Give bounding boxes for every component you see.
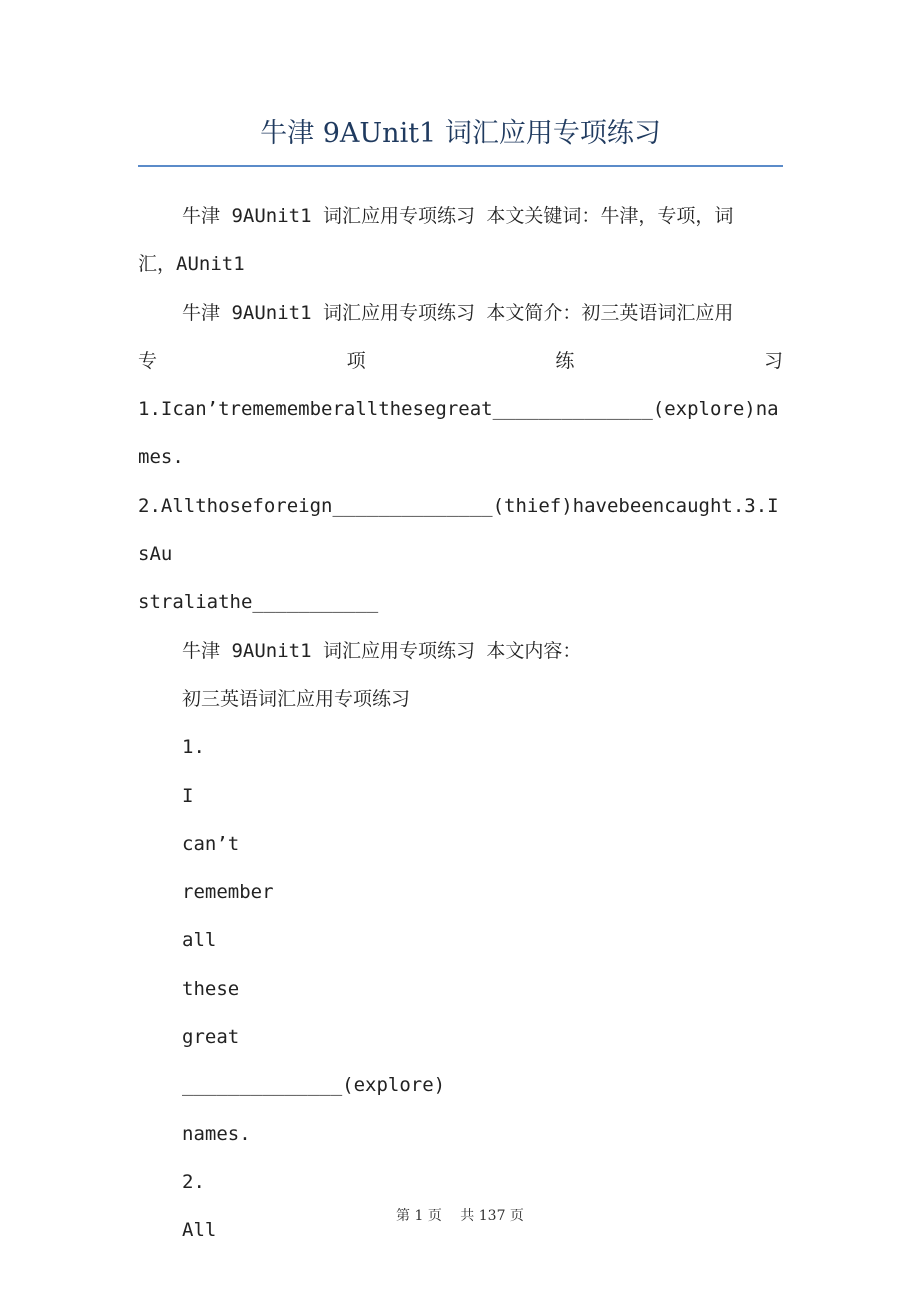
- preview-line-3: straliathe___________: [138, 591, 379, 614]
- keywords-line-1: 牛津 9AUnit1 词汇应用专项练习 本文关键词：牛津，专项，词: [182, 205, 734, 227]
- intro-spread-char: 练: [555, 349, 575, 372]
- preview-line-1: 1.Ican’tremememberallthesegreat______________(explore)names.: [138, 398, 779, 469]
- content-word: 2.: [182, 1170, 205, 1193]
- title-divider: [138, 165, 783, 167]
- document-title: 牛津 9AUnit1 词汇应用专项练习: [260, 118, 661, 149]
- page-number-footer: 第 1 页 共 137 页: [396, 1208, 524, 1224]
- content-word: remember: [182, 881, 274, 904]
- preview-line-2: 2.Allthoseforeign______________(thief)havebeencaught.3.IsAu: [138, 494, 779, 566]
- intro-spread-char: 项: [346, 349, 366, 372]
- content-word: ______________(explore): [182, 1074, 446, 1097]
- document-body: [138, 192, 783, 1255]
- content-word: I: [182, 784, 194, 807]
- content-heading: 牛津 9AUnit1 词汇应用专项练习 本文内容：: [182, 639, 582, 662]
- content-word: great: [182, 1026, 240, 1049]
- content-word: these: [182, 977, 240, 1000]
- content-word: all: [182, 929, 217, 952]
- content-word: can’t: [182, 832, 240, 855]
- intro-spread-line: [138, 337, 783, 385]
- intro-spread-char: 习: [763, 349, 783, 372]
- keywords-line-2: 汇，AUnit1: [138, 253, 245, 276]
- intro-line-1: 牛津 9AUnit1 词汇应用专项练习 本文简介：初三英语词汇应用: [182, 301, 734, 324]
- intro-spread-char: 专: [138, 349, 158, 372]
- content-word: names.: [182, 1122, 251, 1145]
- content-word: 1.: [182, 736, 205, 759]
- content-subtitle: 初三英语词汇应用专项练习: [182, 687, 411, 710]
- content-word: All: [182, 1219, 217, 1242]
